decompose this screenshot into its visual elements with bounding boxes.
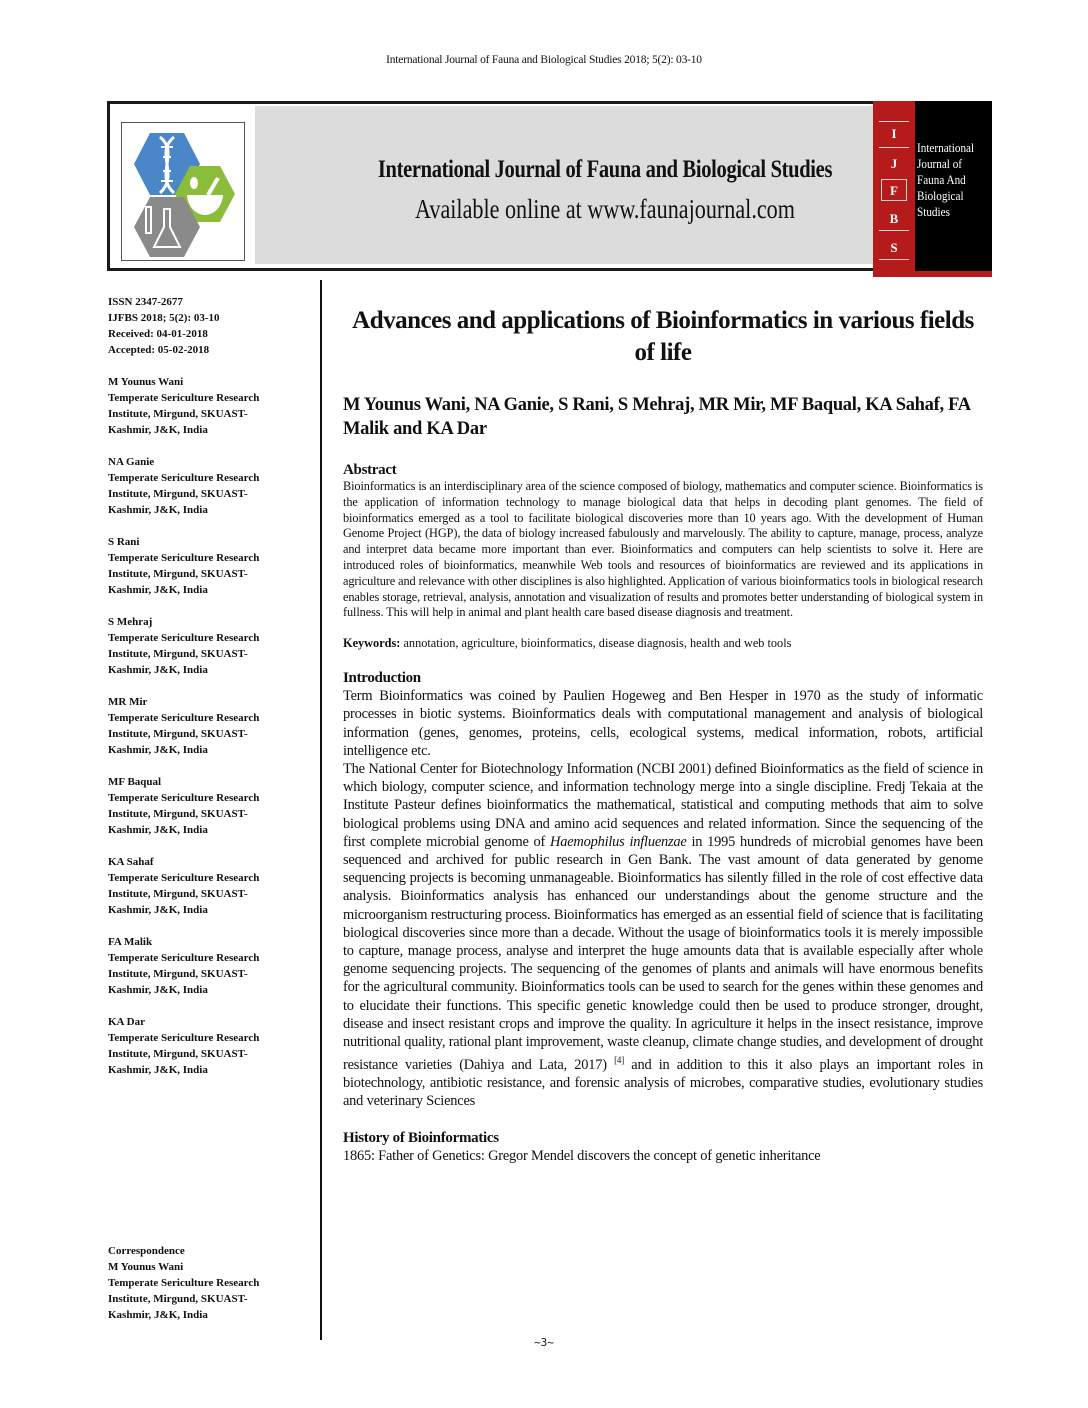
article-title: Advances and applications of Bioinformatics in various fields of life <box>352 307 974 366</box>
correspondence-label: Correspondence <box>108 1245 185 1257</box>
affiliation-line: Temperate Sericulture Research <box>108 792 260 804</box>
divider <box>879 147 909 148</box>
acronym-letter: J <box>890 156 898 171</box>
sidebar <box>108 294 313 1078</box>
article-meta <box>108 294 313 358</box>
affiliation-line: Temperate Sericulture Research <box>108 872 260 884</box>
running-head: International Journal of Fauna and Biological Studies 2018; 5(2): 03-10 <box>386 54 702 66</box>
affiliation-line: Kashmir, J&K, India <box>108 824 208 836</box>
side-title-line: International <box>917 140 975 155</box>
article-main <box>343 305 983 1165</box>
correspondence-line: Kashmir, J&K, India <box>108 1309 208 1321</box>
affiliation-line: Kashmir, J&K, India <box>108 584 208 596</box>
affiliation-line: Institute, Mirgund, SKUAST- <box>108 808 248 820</box>
affiliation-block <box>108 454 313 518</box>
side-title-line: Studies <box>917 204 950 219</box>
history-paragraph: 1865: Father of Genetics: Gregor Mendel discovers the concept of genetic inheritance <box>343 1147 821 1164</box>
journal-title-panel <box>255 106 965 264</box>
affiliation-line: Kashmir, J&K, India <box>108 664 208 676</box>
affiliation-list <box>108 374 313 1078</box>
citation: IJFBS 2018; 5(2): 03-10 <box>108 312 220 324</box>
intro-paragraph: Term Bioinformatics was coined by Paulien Hogeweg and Ben Hesper in 1970 as the study of informatic processes in biotic systems. Bioinformatics deals with computational management and analysis of biological information (genes, genomes, proteins, cells, ecological systems, medical information, robots, artificial intelligence etc. <box>343 688 983 759</box>
intro-text-segment: in 1995 hundreds of microbial genomes have been sequenced and archived for public research in Gen Bank. The vast amount of data generated by genome sequencing projects is becoming unmanageable. Bioinformatics has silently filled in the role of cost effective data analysis. Bioinformatics analysis has enhanced our understandings about the genome structure and the microorganism restructuring process. Bioinformatics has emerged as an essential field of science that is facilitating biological discoveries since more than a decade. Without the usage of bioinformatics tools it is merely impossible to capture, manage process, analyse and interpret the huge amounts data that is available especially after whole genome sequencing projects. The sequencing of the genomes of plants and animals will have enormous benefits for the agricultural community. Bioinformatics tools can be used to search for the genes within these genomes and to elucidate their functions. This specific genetic knowledge could then be used to produce stronger, drought, disease and insect resistant crops and improve the quality. In agriculture it helps in the insect resistance, improve nutritional quality, rational plant improvement, waste cleanup, climate change studies, and development of drought resistance varieties (Dahiya and Lata, 2017) <box>343 833 983 1074</box>
affiliation-author-name: M Younus Wani <box>108 376 184 388</box>
affiliation-line: Temperate Sericulture Research <box>108 712 260 724</box>
affiliation-line: Institute, Mirgund, SKUAST- <box>108 408 248 420</box>
side-title <box>917 140 974 220</box>
side-title-line: Journal of <box>917 156 963 171</box>
affiliation-line: Temperate Sericulture Research <box>108 632 260 644</box>
affiliation-line: Institute, Mirgund, SKUAST- <box>108 1048 248 1060</box>
abstract-text: Bioinformatics is an interdisciplinary area of the science composed of biology, mathematics and computer science. Bioinformatics is the application of information technology to manage biological data that helps in decoding plant genomes. The field of bioinformatics emerged as a tool to facilitate biological discoveries more than 10 years ago. With the development of Human Genome Project (HGP), the data of biology increased fabulously and marvelously. The ability to capture, manage, process, analyze and interpret data became more important than ever. Bioinformatics and computers can help scientists to solve it. Here are introduced roles of bioinformatics, meanwhile Web tools and resources of bioinformatics are reviewed and its applications in agriculture and relevance with other disciplines is also highlighted. Application of various bioinformatics tools in biological research enables storage, retrieval, analysis, annotation and visualization of results and promotes better understanding of biological system in fullness. This will help in animal and plant health care based disease diagnosis and treatment. <box>343 479 983 620</box>
affiliation-author-name: KA Sahaf <box>108 856 154 868</box>
divider <box>879 259 909 260</box>
affiliation-line: Temperate Sericulture Research <box>108 552 260 564</box>
affiliation-line: Institute, Mirgund, SKUAST- <box>108 648 248 660</box>
journal-title: International Journal of Fauna and Biological Studies <box>377 156 833 183</box>
correspondence-name: M Younus Wani <box>108 1261 184 1273</box>
journal-banner <box>107 101 987 271</box>
intro-paragraph <box>343 760 983 1111</box>
keywords <box>343 635 983 651</box>
red-strip <box>915 271 992 277</box>
affiliation-block <box>108 854 313 918</box>
affiliation-block <box>108 774 313 838</box>
correspondence-line: Temperate Sericulture Research <box>108 1277 260 1289</box>
side-title-line: Fauna And <box>917 172 966 187</box>
affiliation-author-name: NA Ganie <box>108 456 155 468</box>
species-name: Haemophilus influenzae <box>550 833 687 850</box>
abstract-heading: Abstract <box>343 462 397 478</box>
affiliation-author-name: S Mehraj <box>108 616 153 628</box>
side-title-panel <box>915 101 992 271</box>
journal-logo <box>121 122 245 261</box>
affiliation-block <box>108 534 313 598</box>
received-date: Received: 04-01-2018 <box>108 328 208 340</box>
affiliation-author-name: KA Dar <box>108 1016 145 1028</box>
logo-hexagons-icon <box>122 123 244 260</box>
affiliation-line: Temperate Sericulture Research <box>108 392 260 404</box>
side-title-line: Biological <box>917 188 964 203</box>
divider <box>879 121 909 122</box>
acronym-letter: F <box>890 183 898 198</box>
affiliation-line: Institute, Mirgund, SKUAST- <box>108 568 248 580</box>
affiliation-line: Institute, Mirgund, SKUAST- <box>108 728 248 740</box>
intro-text-segment: The National Center for Biotechnology Information (NCBI 2001) defined Bioinformatics as the field of science in which biology, computer science, and information technology merge into a single discipline. Fredj Tekaia at the Institute Pasteur defines bioinformatics the mathematical, statistical and computing methods that aim to solve biological problems using DNA and amino acid sequences and related information. Since the sequencing of the first complete microbial genome of <box>343 760 983 850</box>
affiliation-line: Temperate Sericulture Research <box>108 472 260 484</box>
affiliation-line: Kashmir, J&K, India <box>108 904 208 916</box>
affiliation-block <box>108 694 313 758</box>
affiliation-line: Institute, Mirgund, SKUAST- <box>108 488 248 500</box>
citation-ref[interactable]: [4] <box>614 1055 625 1066</box>
affiliation-author-name: MF Baqual <box>108 776 162 788</box>
affiliation-block <box>108 934 313 998</box>
keywords-list: annotation, agriculture, bioinformatics, disease diagnosis, health and web tools <box>403 636 792 651</box>
acronym-letter: B <box>889 211 899 226</box>
affiliation-author-name: MR Mir <box>108 696 148 708</box>
accepted-date: Accepted: 05-02-2018 <box>108 344 210 356</box>
affiliation-line: Kashmir, J&K, India <box>108 424 208 436</box>
affiliation-author-name: S Rani <box>108 536 140 548</box>
history-heading: History of Bioinformatics <box>343 1129 499 1146</box>
correspondence <box>108 1243 313 1323</box>
divider <box>879 230 909 231</box>
intro-text-segment: and in addition to this it also plays an important roles in biotechnology, antibiotic resistance, and forensic analysis of microbes, comparative studies, evolutionary studies and veterinary Sciences <box>343 1057 983 1110</box>
acronym-letter: S <box>890 240 898 255</box>
affiliation-line: Temperate Sericulture Research <box>108 952 260 964</box>
affiliation-line: Kashmir, J&K, India <box>108 744 208 756</box>
affiliation-line: Kashmir, J&K, India <box>108 984 208 996</box>
affiliation-block <box>108 1014 313 1078</box>
acronym-panel <box>873 101 915 277</box>
introduction-heading: Introduction <box>343 670 421 687</box>
keywords-label: Keywords: <box>343 636 401 651</box>
affiliation-line: Temperate Sericulture Research <box>108 1032 260 1044</box>
affiliation-line: Kashmir, J&K, India <box>108 1064 208 1076</box>
affiliation-block <box>108 614 313 678</box>
column-divider <box>320 280 322 1340</box>
issn: ISSN 2347-2677 <box>108 296 183 308</box>
affiliation-line: Institute, Mirgund, SKUAST- <box>108 968 248 980</box>
correspondence-line: Institute, Mirgund, SKUAST- <box>108 1293 248 1305</box>
affiliation-block <box>108 374 313 438</box>
affiliation-line: Institute, Mirgund, SKUAST- <box>108 888 248 900</box>
journal-url[interactable]: Available online at www.faunajournal.com <box>415 194 795 224</box>
affiliation-line: Kashmir, J&K, India <box>108 504 208 516</box>
page-number: ~3~ <box>534 1336 554 1349</box>
acronym-letter: I <box>891 126 897 141</box>
affiliation-author-name: FA Malik <box>108 936 153 948</box>
article-authors: M Younus Wani, NA Ganie, S Rani, S Mehraj, MR Mir, MF Baqual, KA Sahaf, FA Malik and KA Dar <box>343 395 970 439</box>
